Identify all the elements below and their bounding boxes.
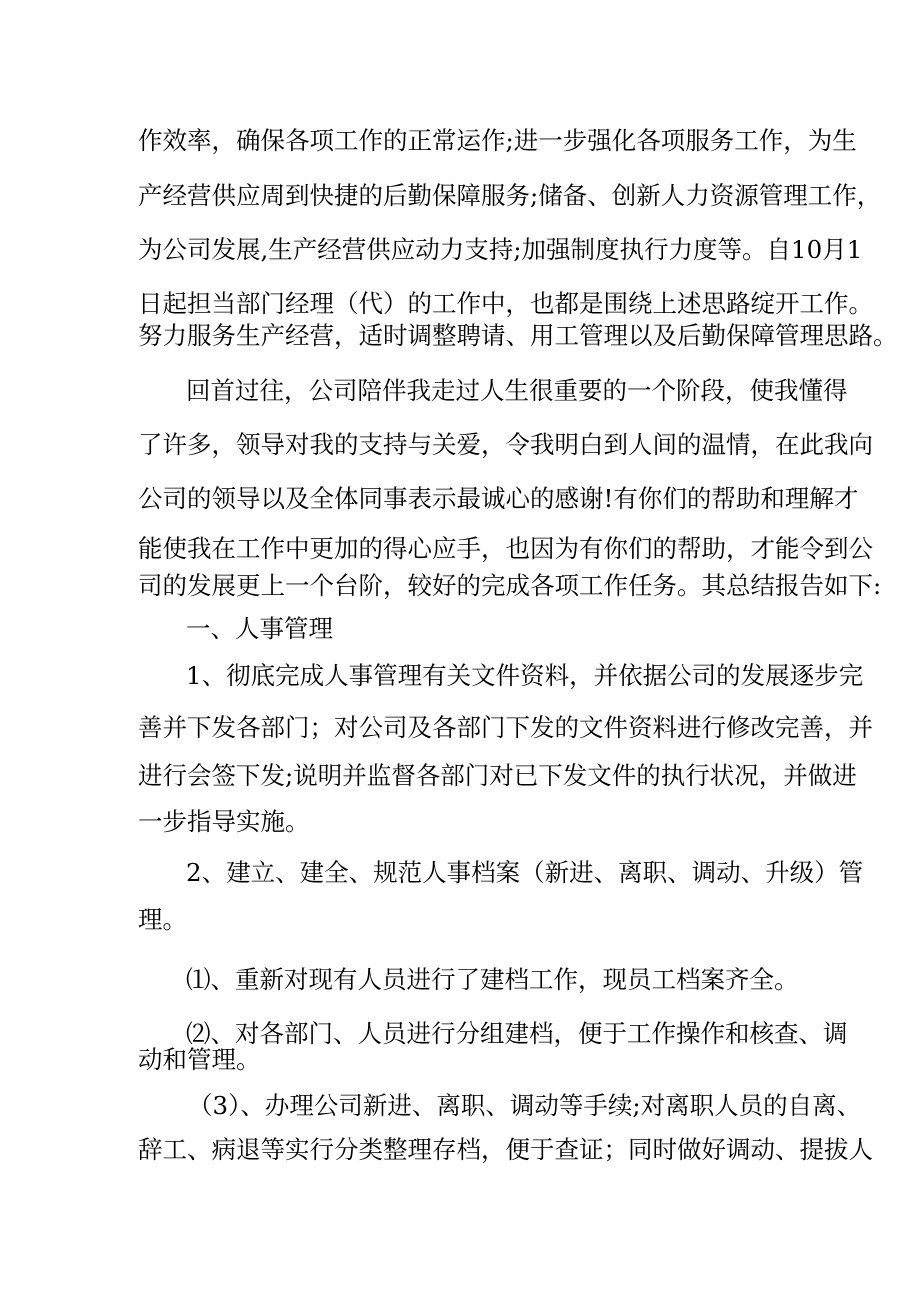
paragraph-1-line-4: 日起担当部门经理（代）的工作中，也都是围绕上述思路绽开工作。 [138,289,873,318]
paragraph-4-line-4: 一步指导实施。 [138,807,310,836]
paragraph-1-line-3: 为公司发展,生产经营供应动力支持;加强制度执行力度等。自10月1 [138,235,863,264]
paragraph-2-line-2: 了许多，领导对我的支持与关爱，令我明白到人间的温情，在此我向 [138,430,873,459]
paragraph-2-line-1: 回首过往，公司陪伴我走过人生很重要的一个阶段，使我懂得 [186,376,848,405]
paragraph-8-line-2: 辞工、病退等实行分类整理存档，便于查证；同时做好调动、提拔人 [138,1135,873,1164]
paragraph-1-line-5: 努力服务生产经营，适时调整聘请、用工管理以及后勤保障管理思路。 [138,321,898,350]
paragraph-7-line-2: 动和管理。 [138,1045,261,1074]
paragraph-5-line-1: 2、建立、建全、规范人事档案（新进、离职、调动、升级）管 [186,858,864,887]
paragraph-4-line-1: 1、彻底完成人事管理有关文件资料，并依据公司的发展逐步完 [186,661,864,690]
paragraph-2-line-4: 能使我在工作中更加的得心应手，也因为有你们的帮助，才能令到公 [138,534,873,563]
section-heading-personnel: 一、人事管理 [186,614,333,643]
paragraph-4-line-3: 进行会签下发;说明并监督各部门对已下发文件的执行状况，并做进 [138,761,857,790]
paragraph-1-line-1: 作效率，确保各项工作的正常运作;进一步强化各项服务工作，为生 [138,126,857,155]
paragraph-4-line-2: 善并下发各部门；对公司及各部门下发的文件资料进行修改完善，并 [138,713,873,742]
paragraph-2-line-5: 司的发展更上一个台阶，较好的完成各项工作任务。其总结报告如下: [138,571,882,600]
paragraph-7-line-1: ⑵、对各部门、人员进行分组建档，便于工作操作和核查、调 [186,1019,848,1048]
paragraph-8-line-1: （3）、办理公司新进、离职、调动等手续;对离职人员的自离、 [188,1091,862,1120]
paragraph-6-line-1: ⑴、重新对现有人员进行了建档工作，现员工档案齐全。 [186,965,799,994]
paragraph-5-line-2: 理。 [138,905,187,934]
paragraph-1-line-2: 产经营供应周到快捷的后勤保障服务;储备、创新人力资源管理工作， [138,181,882,210]
paragraph-2-line-3: 公司的领导以及全体同事表示最诚心的感谢!有你们的帮助和理解才 [138,484,859,513]
